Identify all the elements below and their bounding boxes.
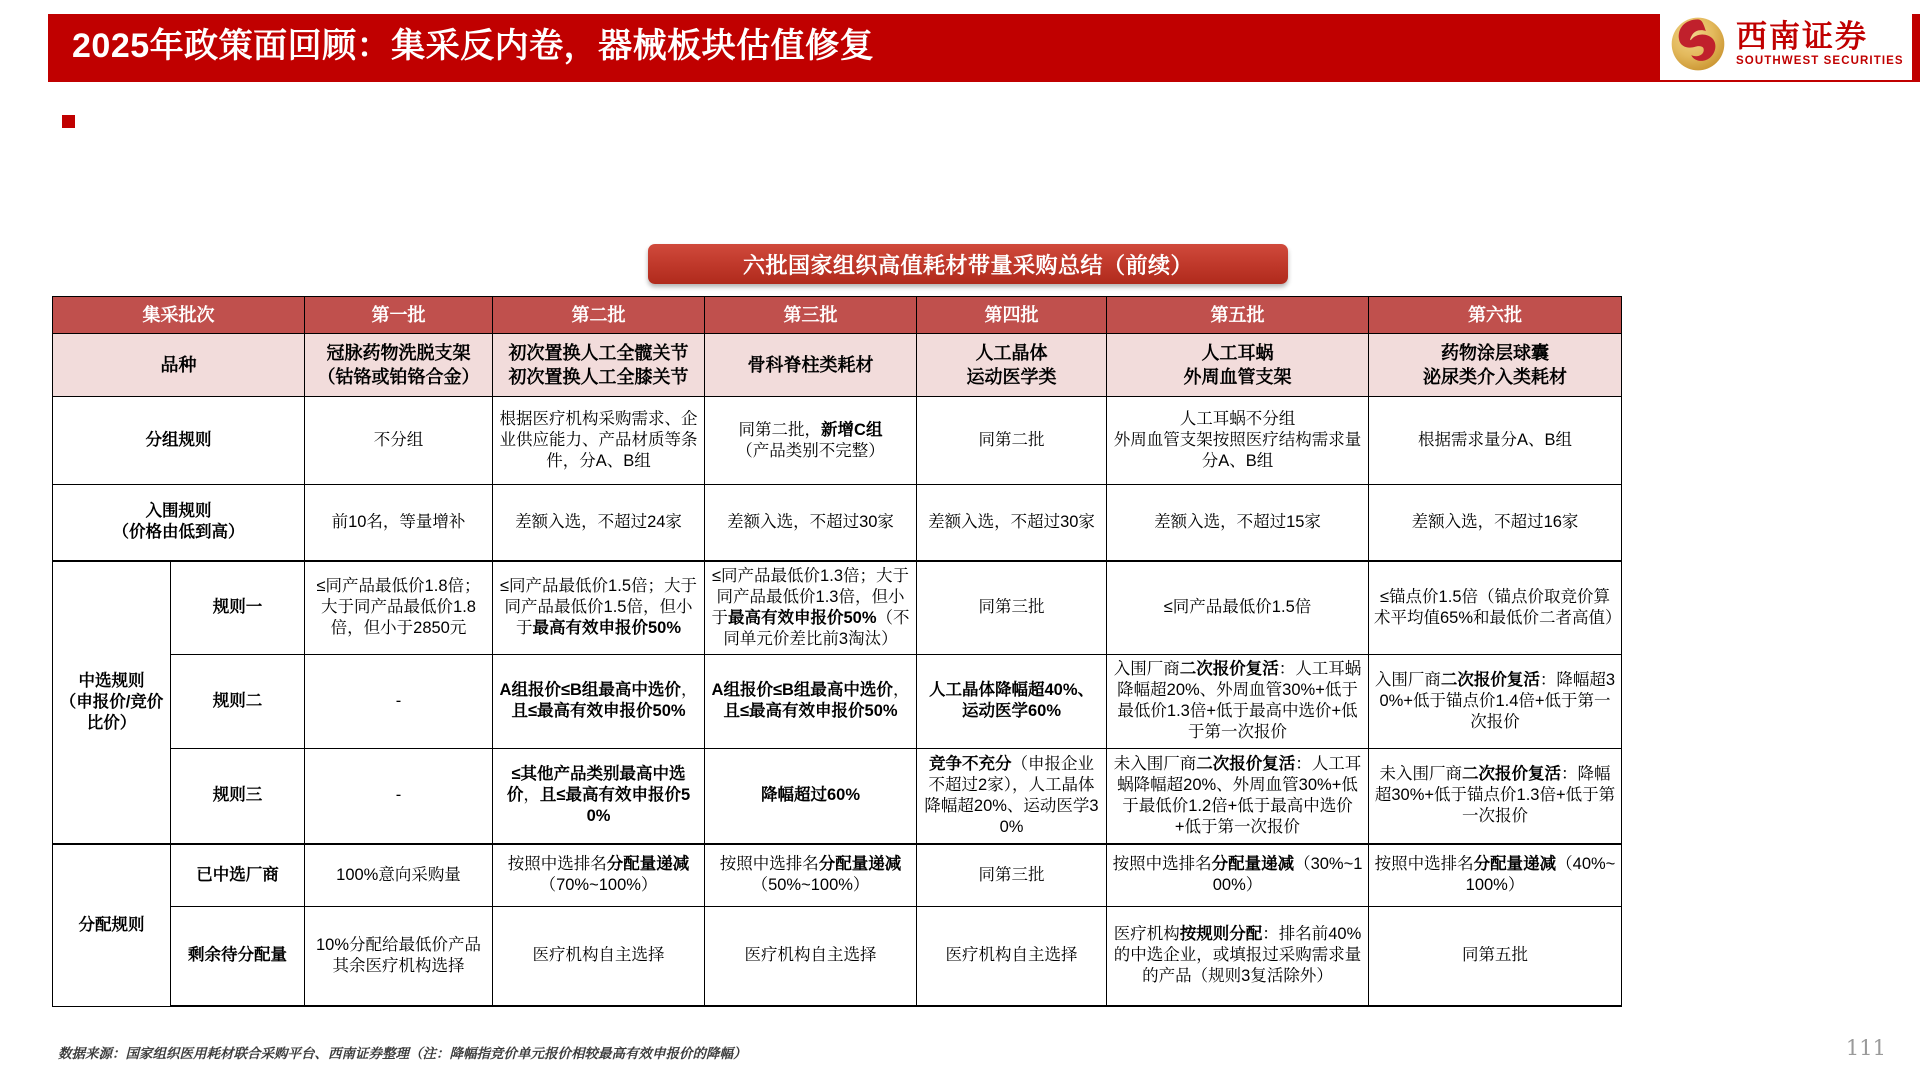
cell-rule1-1: ≤同产品最低价1.5倍；大于同产品最低价1.5倍，但小于最高有效申报价50% [493, 561, 705, 655]
slide-header [0, 0, 1920, 86]
cell-grouping-2: 同第二批，新增C组 （产品类别不完整） [705, 397, 917, 485]
col-header-6: 第六批 [1369, 297, 1622, 334]
source-note: 数据来源：国家组织医用耗材联合采购平台、西南证券整理（注：降幅指竞价单元报价相较最高有效申报价的降幅） [58, 1046, 747, 1062]
sub-label-rule-3: 规则三 [171, 748, 305, 844]
cell-rule1-2: ≤同产品最低价1.3倍；大于同产品最低价1.3倍，但小于最高有效申报价50%（不同单元价差比前3淘汰） [705, 561, 917, 655]
row-label-allocation: 分配规则 [53, 844, 171, 1006]
cell-alloc1-3: 同第三批 [917, 844, 1107, 906]
cell-shortlist-2: 差额入选，不超过30家 [705, 485, 917, 561]
cell-alloc1-0: 100%意向采购量 [305, 844, 493, 906]
sub-label-rule-1: 规则一 [171, 561, 305, 655]
table-title-banner [648, 244, 1288, 284]
page-title: 2025年政策面回顾：集采反内卷，器械板块估值修复 [72, 27, 875, 65]
cell-alloc1-1: 按照中选排名分配量递减（70%~100%） [493, 844, 705, 906]
cell-shortlist-0: 前10名，等量增补 [305, 485, 493, 561]
col-header-4: 第四批 [917, 297, 1107, 334]
logo-english-name: SOUTHWEST SECURITIES [1736, 55, 1904, 68]
row-label-winning-rules: 中选规则 （申报价/竞价比价） [53, 561, 171, 845]
cell-shortlist-4: 差额入选，不超过15家 [1107, 485, 1369, 561]
cell-rule2-3: 人工晶体降幅超40%、运动医学60% [917, 654, 1107, 748]
cell-grouping-0: 不分组 [305, 397, 493, 485]
table-row-shortlist [53, 485, 1875, 561]
col-header-2: 第二批 [493, 297, 705, 334]
row-label-shortlist: 入围规则 （价格由低到高） [53, 485, 305, 561]
company-logo [1660, 8, 1912, 80]
cell-grouping-3: 同第二批 [917, 397, 1107, 485]
col-header-0: 集采批次 [53, 297, 305, 334]
cell-rule2-1: A组报价≤B组最高中选价，且≤最高有效申报价50% [493, 654, 705, 748]
cell-grouping-5: 根据需求量分A、B组 [1369, 397, 1622, 485]
cell-alloc2-4: 医疗机构按规则分配：排名前40%的中选企业，或填报过采购需求量的产品（规则3复活除外） [1107, 906, 1369, 1006]
table-row-grouping [53, 397, 1875, 485]
row-label-grouping: 分组规则 [53, 397, 305, 485]
cell-rule2-2: A组报价≤B组最高中选价，且≤最高有效申报价50% [705, 654, 917, 748]
cell-shortlist-3: 差额入选，不超过30家 [917, 485, 1107, 561]
cell-variety-4: 人工耳蜗 外周血管支架 [1107, 334, 1369, 397]
cell-alloc1-2: 按照中选排名分配量递减（50%~100%） [705, 844, 917, 906]
table-row-rule-3 [53, 748, 1875, 844]
cell-rule2-5: 入围厂商二次报价复活：降幅超30%+低于锚点价1.4倍+低于第一次报价 [1369, 654, 1622, 748]
cell-variety-0: 冠脉药物洗脱支架（钴铬或铂铬合金） [305, 334, 493, 397]
col-header-5: 第五批 [1107, 297, 1369, 334]
cell-variety-2: 骨科脊柱类耗材 [705, 334, 917, 397]
cell-rule3-0: - [305, 748, 493, 844]
page-number: 111 [1845, 1036, 1886, 1060]
logo-wordmark [1736, 18, 1904, 68]
cell-alloc1-5: 按照中选排名分配量递减（40%~100%） [1369, 844, 1622, 906]
cell-variety-1: 初次置换人工全髋关节 初次置换人工全膝关节 [493, 334, 705, 397]
row-label-variety: 品种 [53, 334, 305, 397]
cell-grouping-4: 人工耳蜗不分组 外周血管支架按照医疗结构需求量分A、B组 [1107, 397, 1369, 485]
table-row-allocation-remaining [53, 906, 1875, 1006]
sub-label-remaining: 剩余待分配量 [171, 906, 305, 1006]
cell-rule2-0: - [305, 654, 493, 748]
cell-grouping-1: 根据医疗机构采购需求、企业供应能力、产品材质等条件，分A、B组 [493, 397, 705, 485]
cell-rule1-3: 同第三批 [917, 561, 1107, 655]
bullet-square-icon [62, 115, 75, 128]
table-row-allocation-selected [53, 844, 1875, 906]
cell-rule1-4: ≤同产品最低价1.5倍 [1107, 561, 1369, 655]
table-header-row [53, 297, 1875, 334]
sub-label-selected: 已中选厂商 [171, 844, 305, 906]
procurement-summary-table [52, 296, 1874, 1007]
cell-rule2-4: 入围厂商二次报价复活：人工耳蜗降幅超20%、外周血管30%+低于最低价1.3倍+低于最高中选价+低于第一次报价 [1107, 654, 1369, 748]
table-row-rule-1 [53, 561, 1875, 655]
cell-rule3-4: 未入围厂商二次报价复活：人工耳蜗降幅超20%、外周血管30%+低于最低价1.2倍+低于最高中选价+低于第一次报价 [1107, 748, 1369, 844]
cell-alloc2-1: 医疗机构自主选择 [493, 906, 705, 1006]
cell-shortlist-5: 差额入选，不超过16家 [1369, 485, 1622, 561]
table-title-label: 六批国家组织高值耗材带量采购总结（前续） [742, 252, 1193, 278]
cell-rule3-5: 未入围厂商二次报价复活：降幅超30%+低于锚点价1.3倍+低于第一次报价 [1369, 748, 1622, 844]
cell-alloc2-5: 同第五批 [1369, 906, 1622, 1006]
cell-variety-5: 药物涂层球囊 泌尿类介入类耗材 [1369, 334, 1622, 397]
cell-rule1-5: ≤锚点价1.5倍（锚点价取竞价算术平均值65%和最低价二者高值） [1369, 561, 1622, 655]
swsc-emblem-icon [1670, 16, 1726, 72]
cell-rule3-2: 降幅超过60% [705, 748, 917, 844]
table-row-rule-2 [53, 654, 1875, 748]
logo-chinese-name: 西南证券 [1736, 18, 1868, 55]
cell-alloc2-2: 医疗机构自主选择 [705, 906, 917, 1006]
header-underline [48, 76, 1920, 82]
cell-rule3-3: 竞争不充分（申报企业不超过2家），人工晶体降幅超20%、运动医学30% [917, 748, 1107, 844]
cell-alloc2-0: 10%分配给最低价产品 其余医疗机构选择 [305, 906, 493, 1006]
col-header-3: 第三批 [705, 297, 917, 334]
cell-alloc1-4: 按照中选排名分配量递减（30%~100%） [1107, 844, 1369, 906]
cell-alloc2-3: 医疗机构自主选择 [917, 906, 1107, 1006]
col-header-1: 第一批 [305, 297, 493, 334]
cell-rule1-0: ≤同产品最低价1.8倍；大于同产品最低价1.8倍，但小于2850元 [305, 561, 493, 655]
sub-label-rule-2: 规则二 [171, 654, 305, 748]
cell-variety-3: 人工晶体 运动医学类 [917, 334, 1107, 397]
table-row-variety [53, 334, 1875, 397]
cell-rule3-1: ≤其他产品类别最高中选价，且≤最高有效申报价50% [493, 748, 705, 844]
cell-shortlist-1: 差额入选，不超过24家 [493, 485, 705, 561]
